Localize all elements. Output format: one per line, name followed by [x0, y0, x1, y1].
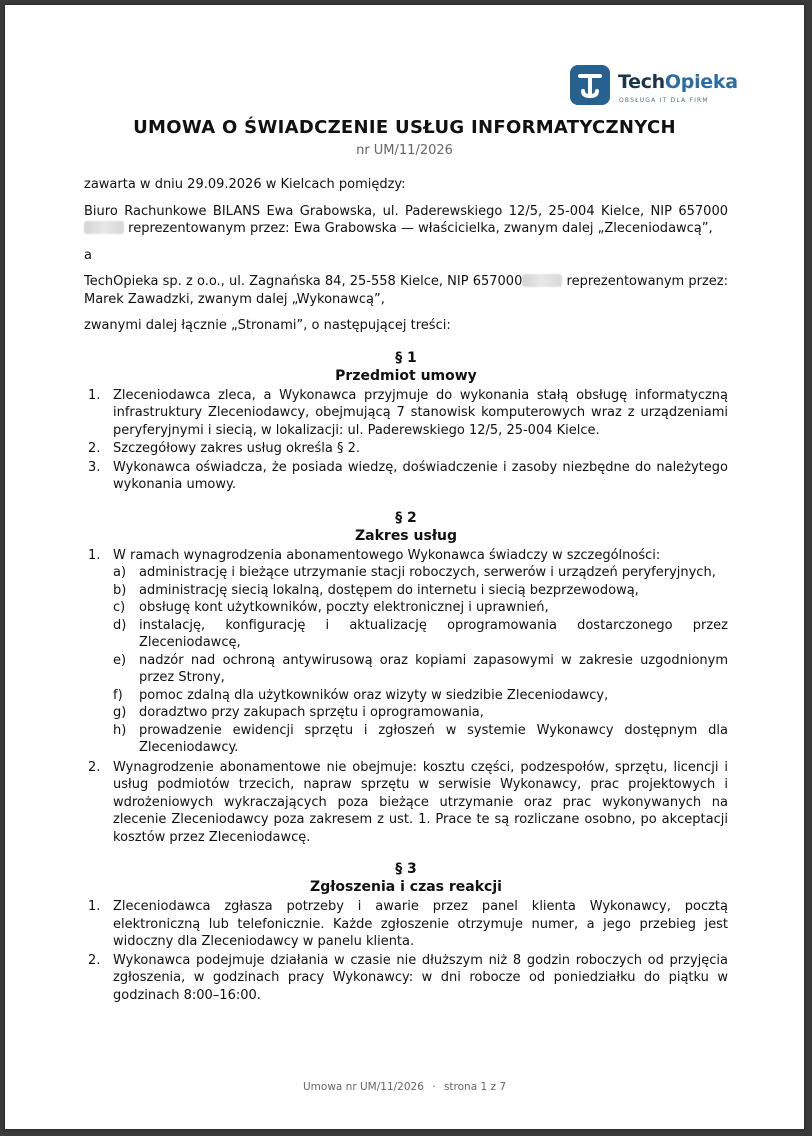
item-number: 1.	[88, 547, 101, 563]
intro-line: zawarta w dniu 29.09.2026 w Kielcach pomiędzy:	[84, 177, 406, 192]
list-item	[84, 440, 728, 458]
sub-text: prowadzenie ewidencji sprzętu i zgłoszeń w systemie Wykonawcy dostępnym dla Zleceniodawcy.	[139, 722, 728, 755]
sub-text: doradztwo przy zakupach sprzętu i oprogramowania,	[139, 705, 484, 720]
sub-text: administrację siecią lokalną, dostępem do internetu i siecią bezprzewodową,	[139, 582, 639, 598]
page-footer	[5, 1081, 804, 1093]
logo-t-icon	[570, 65, 610, 105]
item-number: 1.	[88, 387, 101, 403]
list-item	[84, 759, 728, 847]
logo-name-part1: Tech	[618, 71, 665, 93]
sub-text: nadzór nad ochroną antywirusową oraz kopiami zapasowymi w zakresie uzgodnionym przez Strony,	[139, 652, 728, 685]
item-text: Szczegółowy zakres usług określa § 2.	[113, 441, 361, 456]
logo-name	[618, 71, 738, 93]
list-item	[84, 387, 728, 440]
section-3-number: § 3	[395, 861, 417, 877]
sub-text: instalację, konfigurację i aktualizację oprogramowania dostarczonego przez Zleceniodawcę,	[139, 617, 728, 650]
sub-item	[84, 687, 728, 705]
sub-letter: b)	[113, 582, 127, 598]
sub-item	[84, 564, 728, 582]
redacted-nip	[522, 274, 562, 287]
sub-letter: c)	[113, 600, 126, 615]
item-text: Zleceniodawca zgłasza potrzeby i awarie przez panel klienta Wykonawcy, pocztą elektroniczną lub telefonicznie. Każde zgłoszenie otrzymuje numer, a jego przebieg jest widoczny dla Zleceniodawcy w panelu klienta.	[113, 899, 728, 949]
item-text: Wykonawca podejmuje działania w czasie nie dłuższym niż 8 godzin roboczych od przyjęcia zgłoszenia, w godzinach pracy Wykonawcy: w dni robocze od poniedziałku do piątku w godzinach 8:00–16:00.	[113, 952, 728, 1003]
item-text: Wykonawca oświadcza, że posiada wiedzę, doświadczenie i zasoby niezbędne do należytego wykonania umowy.	[113, 459, 728, 492]
list-item	[84, 898, 728, 951]
section-1-title: Przedmiot umowy	[335, 367, 477, 384]
sub-item	[84, 652, 728, 687]
party-2	[84, 273, 728, 308]
logo-name-part2: Opieka	[664, 71, 738, 93]
document-page	[5, 5, 804, 1129]
sub-text: administrację i bieżące utrzymanie stacji roboczych, serwerów i urządzeń peryferyjnych,	[139, 565, 716, 580]
sub-item	[84, 722, 728, 757]
redacted-nip	[84, 221, 124, 234]
item-text: Zleceniodawca zleca, a Wykonawca przyjmuje do wykonania stałą obsługę informatyczną infrastruktury Zleceniodawcy, obejmującą 7 stanowisk komputerowych wraz z urządzeniami peryferyjnymi i siecią, w lokalizacji: ul. Paderewskiego 12/5, 25-004 Kielce.	[113, 387, 728, 438]
sub-letter: h)	[113, 722, 127, 738]
sub-letter: a)	[113, 565, 127, 580]
sub-text: obsługę kont użytkowników, poczty elektronicznej i uprawnień,	[139, 600, 549, 615]
item-text: W ramach wynagrodzenia abonamentowego Wykonawca świadczy w szczególności:	[113, 547, 661, 563]
sub-letter: f)	[113, 687, 123, 703]
party-1-text-a: Biuro Rachunkowe BILANS Ewa Grabowska, ul. Paderewskiego 12/5, 25-004 Kielce, NIP 657000	[84, 203, 728, 219]
item-number: 3.	[88, 459, 101, 475]
list-item	[84, 952, 728, 1005]
sub-letter: d)	[113, 617, 127, 633]
section-3-title: Zgłoszenia i czas reakcji	[310, 879, 502, 895]
item-number: 2.	[88, 441, 101, 456]
document-title: UMOWA O ŚWIADCZENIE USŁUG INFORMATYCZNYCH	[133, 117, 676, 138]
logo-tagline: OBSŁUGA IT DLA FIRM	[619, 97, 709, 104]
section-2-number: § 2	[395, 509, 417, 526]
section-2-title: Zakres usług	[355, 527, 457, 544]
party-1	[84, 203, 728, 238]
list-item	[84, 459, 728, 494]
and-conjunction: a	[84, 247, 92, 263]
party-2-text-b: reprezentowanym przez: Marek Zawadzki, zwanym dalej „Wykonawcą”,	[84, 274, 728, 307]
sub-letter: g)	[113, 705, 127, 720]
sub-item	[84, 599, 728, 617]
sub-letter: e)	[113, 652, 127, 668]
item-number: 2.	[88, 759, 101, 775]
item-text: Wynagrodzenie abonamentowe nie obejmuje: kosztu części, podzespołów, sprzętu, licencji i usług podmiotów trzecich, napraw sprzętu w serwisie Wykonawcy, prac projektowych i wdrożeniowych wykraczających poza bieżące utrzymanie oraz prac wykonywanych na zlecenie Zleceniodawcy poza zakresem z ust. 1. Prace te są rozliczane osobno, po akceptacji kosztów przez Zleceniodawcę.	[113, 759, 728, 845]
together-line: zwanymi dalej łącznie „Stronami”, o następującej treści:	[84, 318, 451, 333]
footer-separator: ·	[432, 1081, 436, 1093]
document-body	[84, 176, 728, 1004]
section-1-number: § 1	[395, 349, 417, 366]
party-1-text-b: reprezentowanym przez: Ewa Grabowska — właścicielka, zwanym dalej „Zleceniodawcą”,	[124, 221, 713, 236]
item-number: 2.	[88, 952, 101, 968]
sub-item	[84, 582, 728, 600]
party-2-text-a: TechOpieka sp. z o.o., ul. Zagnańska 84, 25-558 Kielce, NIP 657000	[84, 274, 523, 289]
document-number: nr UM/11/2026	[356, 143, 453, 158]
sub-text: pomoc zdalną dla użytkowników oraz wizyty w siedzibie Zleceniodawcy,	[139, 687, 609, 703]
list-item	[84, 547, 728, 565]
company-logo	[570, 62, 740, 110]
item-number: 1.	[88, 899, 101, 914]
sub-item	[84, 617, 728, 652]
sub-item	[84, 704, 728, 722]
footer-document: Umowa nr UM/11/2026	[302, 1081, 424, 1093]
footer-page-number: strona 1 z 7	[443, 1081, 507, 1093]
